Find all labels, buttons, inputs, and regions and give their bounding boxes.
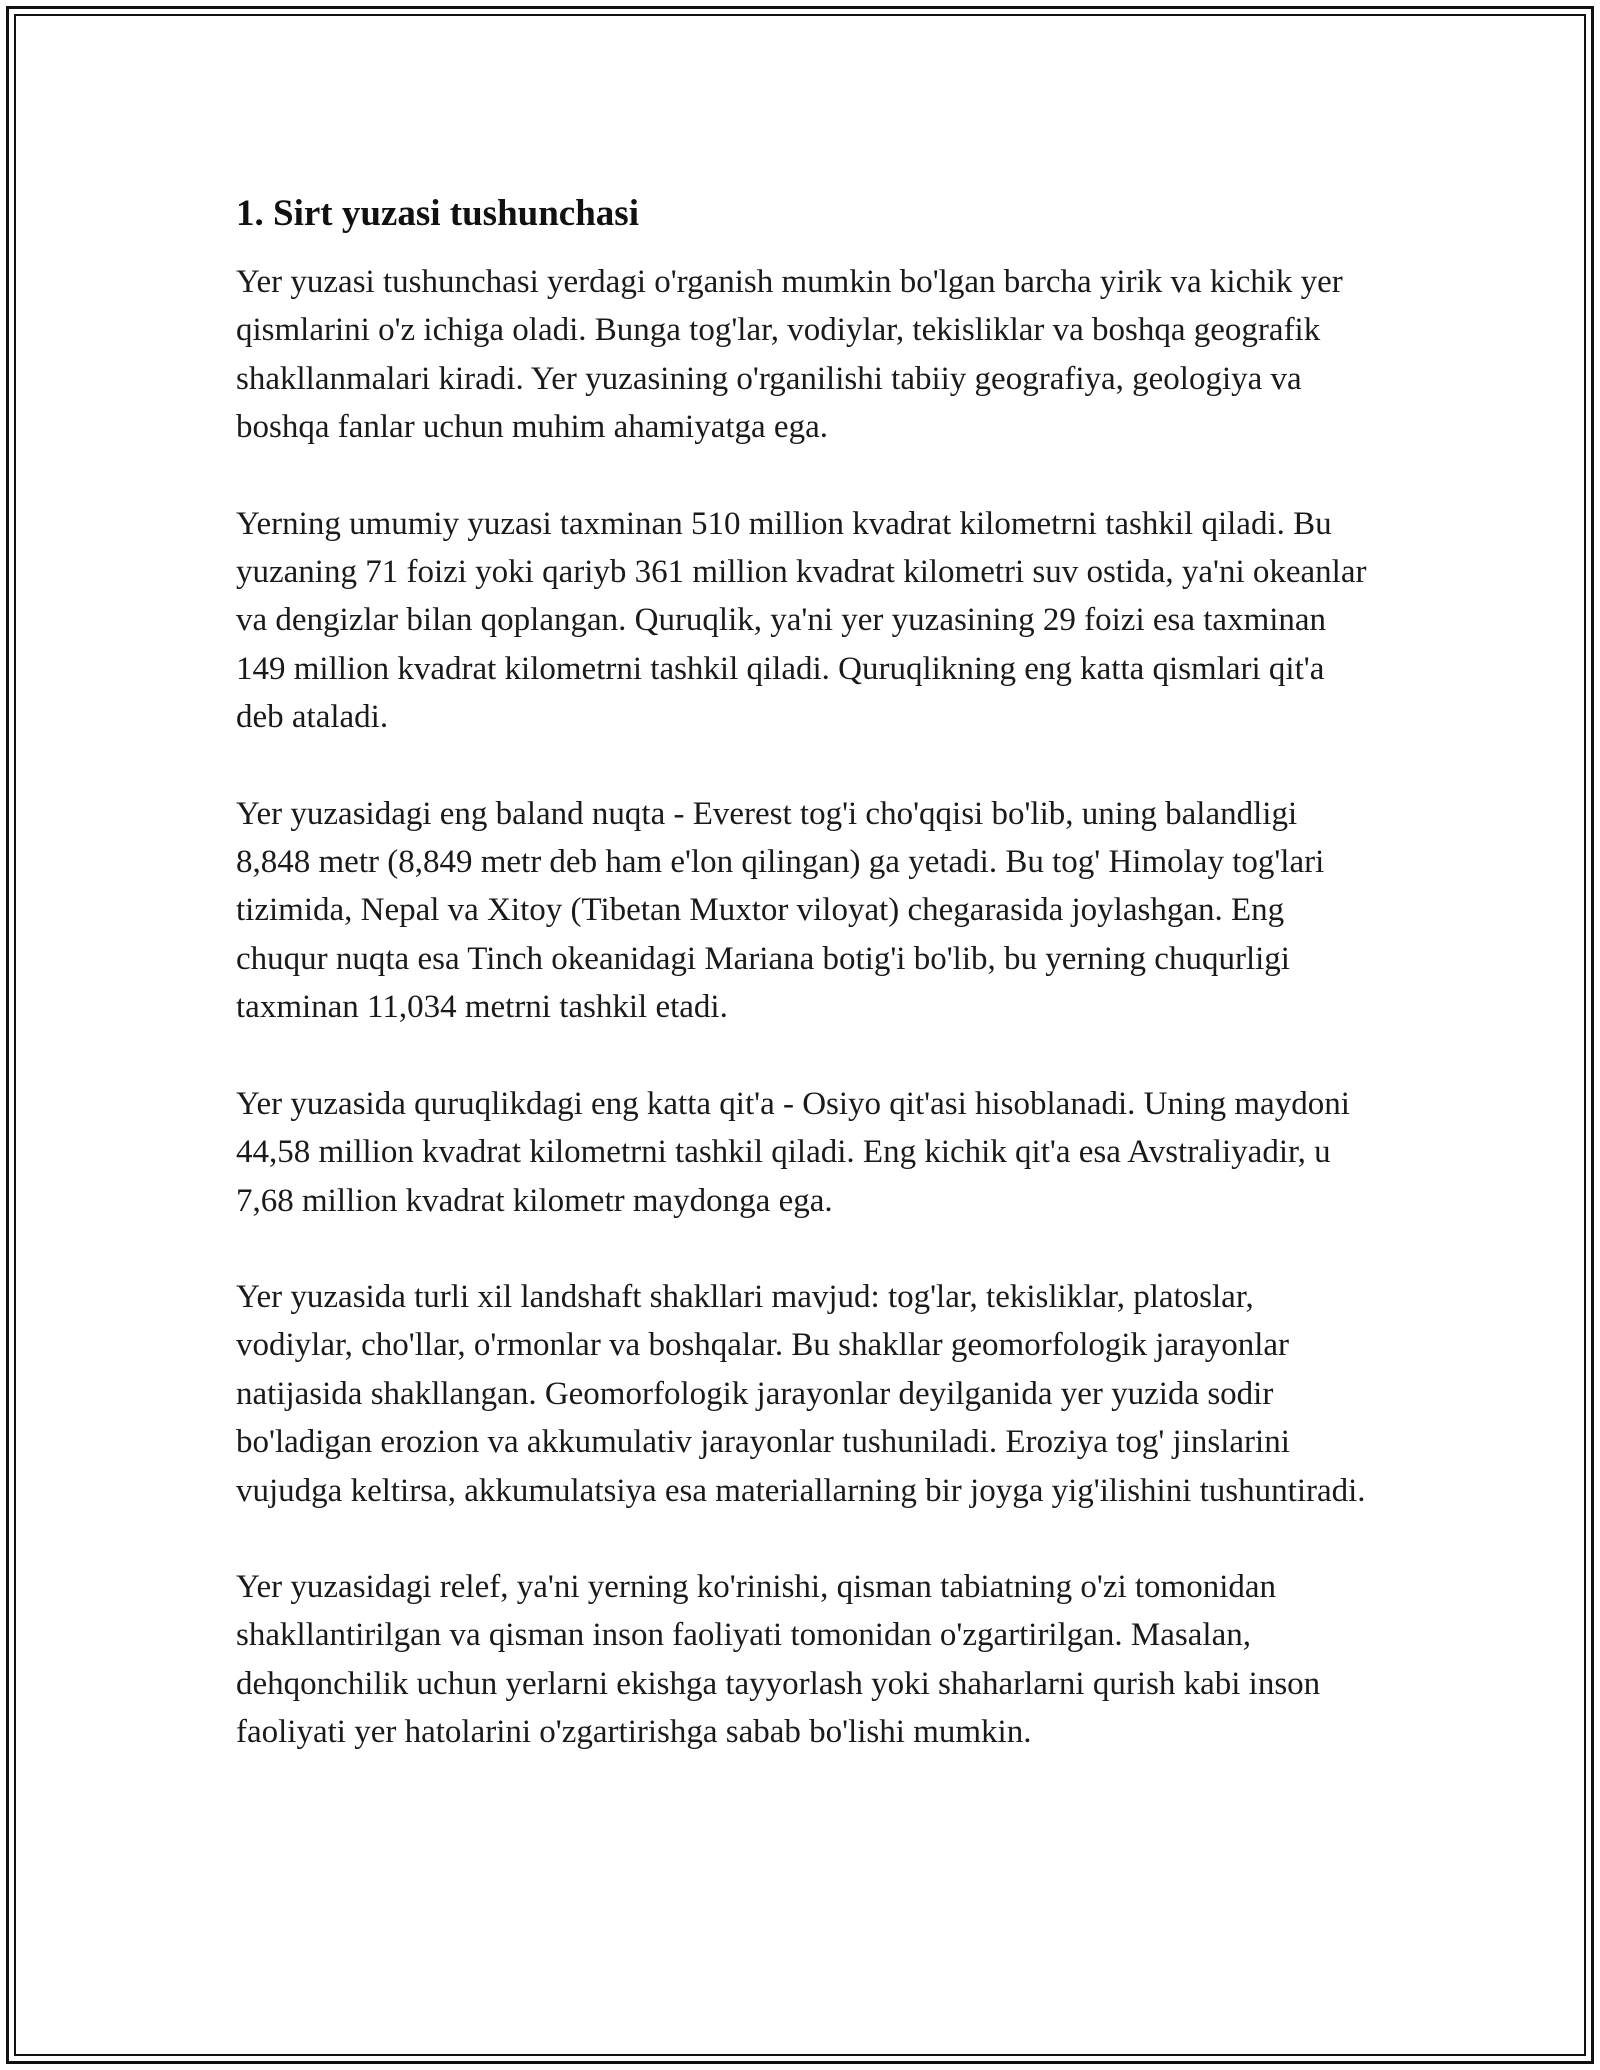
section-heading: 1. Sirt yuzasi tushunchasi	[236, 193, 639, 234]
paragraph-6: Yer yuzasidagi relef, ya'ni yerning ko'rinishi, qisman tabiatning o'zi tomonidan shakllantirilgan va qisman inson faoliyati tomonidan o'zgartirilgan. Masalan, dehqonchilik uchun yerlarni ekishga tayyorlash yoki shaharlarni qurish kabi inson faoliyati yer hatolarini o'zgartirishga sabab bo'lishi mumkin.	[236, 1568, 1321, 1751]
paragraph-5: Yer yuzasida turli xil landshaft shakllari mavjud: tog'lar, tekisliklar, platoslar, vodiylar, cho'llar, o'rmonlar va boshqalar. Bu shakllar geomorfologik jarayonlar natijasida shakllangan. Geomorfologik jarayonlar deyilganida yer yuzida sodir bo'ladigan erozion va akkumulativ jarayonlar tushuniladi. Eroziya tog' jinslarini vujudga keltirsa, akkumulatsiya esa materiallarning bir joyga yig'ilishini tushuntiradi.	[236, 1278, 1366, 1509]
paragraph-4: Yer yuzasida quruqlikdagi eng katta qit'a - Osiyo qit'asi hisoblanadi. Uning maydoni 44,58 million kvadrat kilometrni tashkil qiladi. Eng kichik qit'a esa Avstraliyadir, u 7,68 million kvadrat kilometr maydonga ega.	[236, 1085, 1350, 1219]
document-body	[236, 186, 1376, 1805]
paragraph-2: Yerning umumiy yuzasi taxminan 510 million kvadrat kilometrni tashkil qiladi. Bu yuzaning 71 foizi yoki qariyb 361 million kvadrat kilometri suv ostida, ya'ni okeanlar va dengizlar bilan qoplangan. Quruqlik, ya'ni yer yuzasining 29 foizi esa taxminan 149 million kvadrat kilometrni tashkil qiladi. Quruqlikning eng katta qismlari qit'a deb ataladi.	[236, 505, 1367, 736]
paragraph-1: Yer yuzasi tushunchasi yerdagi o'rganish mumkin bo'lgan barcha yirik va kichik yer qismlarini o'z ichiga oladi. Bunga tog'lar, vodiylar, tekisliklar va boshqa geografik shakllanmalari kiradi. Yer yuzasining o'rganilishi tabiiy geografiya, geologiya va boshqa fanlar uchun muhim ahamiyatga ega.	[236, 264, 1343, 446]
paragraph-3: Yer yuzasidagi eng baland nuqta - Everest tog'i cho'qqisi bo'lib, uning balandligi 8,848 metr (8,849 metr deb ham e'lon qilingan) ga yetadi. Bu tog' Himolay tog'lari tizimida, Nepal va Xitoy (Tibetan Muxtor viloyat) chegarasida joylashgan. Eng chuqur nuqta esa Tinch okeanidagi Mariana botig'i bo'lib, bu yerning chuqurligi taxminan 11,034 metrni tashkil etadi.	[236, 795, 1325, 1026]
